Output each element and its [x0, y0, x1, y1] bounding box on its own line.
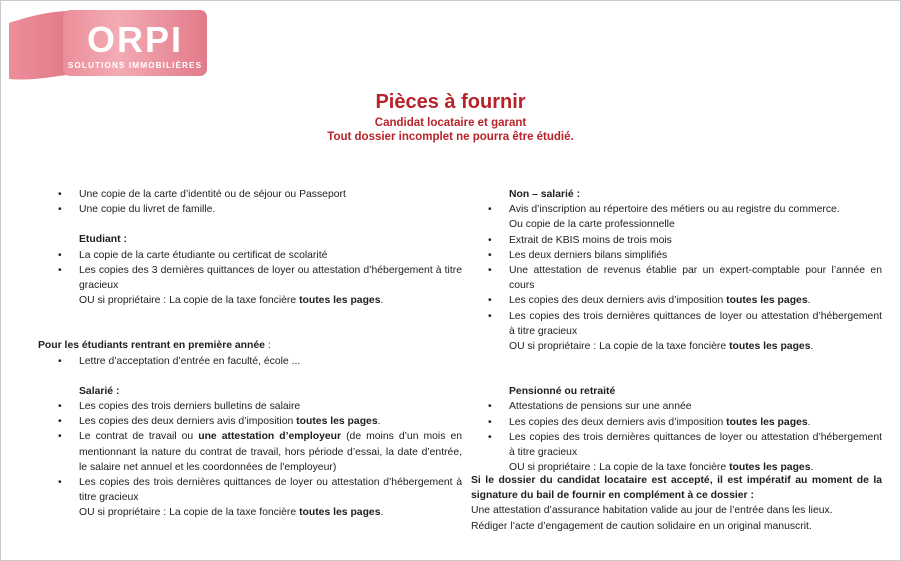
- bullet-icon: •: [488, 295, 492, 307]
- text-run: Les copies des deux derniers avis d’imposition: [79, 416, 297, 428]
- text-line: [471, 384, 882, 399]
- page-warning: Tout dossier incomplet ne pourra être étudié.: [327, 131, 574, 143]
- bullet-icon: •: [58, 416, 62, 428]
- page-title: Pièces à fournir: [375, 91, 526, 113]
- left-column: [38, 187, 462, 521]
- text-line: [38, 338, 462, 353]
- list-item: [471, 293, 882, 308]
- list-item: [38, 429, 462, 475]
- text-run: (de moins d’un mois en mentionnant la nature du contrat de travail, hors période d’essai, la date d’entrée, le salaire net annuel et les coordonnées de l'employeur): [79, 431, 463, 473]
- bullet-icon: •: [488, 204, 492, 216]
- closing-note: [471, 473, 882, 534]
- text-run: OU si propriétaire : La copie de la taxe foncière: [509, 341, 730, 353]
- text-run: Une attestation d’assurance habitation valide au jour de l’entrée dans les lieux.: [471, 505, 833, 517]
- bullet-icon: •: [488, 249, 492, 261]
- text-run: .: [810, 462, 814, 474]
- text-run: Ou copie de la carte professionnelle: [509, 219, 675, 231]
- text-line: [471, 339, 882, 354]
- emphasized-text: toutes les pages: [729, 462, 811, 474]
- text-run: Les copies des trois dernières quittances de loyer ou attestation d’hébergement à titre gracieux: [509, 310, 882, 337]
- text-line: [38, 293, 462, 308]
- text-run: Une copie de la carte d’identité ou de séjour ou Passeport: [79, 189, 346, 200]
- spacer: [471, 354, 882, 369]
- text-run: Une copie du livret de famille.: [79, 204, 216, 216]
- emphasized-text: toutes les pages: [296, 416, 378, 428]
- orpi-brand-text: ORPI: [86, 19, 184, 60]
- ribbon-tail: [9, 11, 67, 80]
- text-run: Extrait de KBIS moins de trois mois: [509, 234, 672, 246]
- emphasized-text: Pour les étudiants rentrant en première année: [38, 340, 265, 352]
- text-line: [471, 503, 882, 518]
- list-item: [38, 187, 462, 202]
- bullet-icon: •: [488, 310, 492, 322]
- text-line: [38, 505, 462, 520]
- bullet-icon: •: [58, 355, 62, 367]
- bullet-icon: •: [58, 401, 62, 413]
- text-run: .: [810, 341, 814, 353]
- text-run: .: [807, 295, 811, 307]
- text-run: .: [807, 416, 811, 428]
- text-line: [38, 232, 462, 247]
- list-item: [471, 309, 882, 339]
- list-item: [471, 233, 882, 248]
- spacer: [471, 369, 882, 384]
- list-item: [38, 354, 462, 369]
- bullet-icon: •: [58, 264, 62, 276]
- list-item: [471, 415, 882, 430]
- emphasized-text: Si le dossier du candidat locataire est accepté, il est impératif au moment de la signature du bail de fournir en complément à ce dossier :: [471, 475, 882, 502]
- text-run: Les copies des trois dernières quittances de loyer ou attestation d’hébergement à titre gracieux: [79, 477, 462, 504]
- page-subtitle: Candidat locataire et garant: [374, 117, 527, 129]
- bullet-icon: •: [488, 234, 492, 246]
- bullet-icon: •: [58, 431, 62, 443]
- list-item: [38, 202, 462, 217]
- bullet-icon: •: [58, 204, 62, 216]
- emphasized-text: toutes les pages: [729, 341, 811, 353]
- spacer: [38, 369, 462, 384]
- list-item: [38, 475, 462, 505]
- text-run: Les copies des deux derniers avis d’imposition: [509, 416, 727, 428]
- text-line: [471, 187, 882, 202]
- bullet-icon: •: [58, 477, 62, 489]
- spacer: [38, 308, 462, 323]
- text-run: OU si propriétaire : La copie de la taxe foncière: [509, 462, 730, 474]
- text-run: Une attestation de revenus établie par un expert-comptable pour l’année en cours: [509, 265, 882, 292]
- bullet-icon: •: [58, 249, 62, 261]
- bullet-icon: •: [58, 189, 62, 200]
- right-column: [471, 187, 882, 475]
- text-run: Rédiger l’acte d’engagement de caution solidaire en un original manuscrit.: [471, 520, 812, 532]
- text-line: [471, 217, 882, 232]
- emphasized-text: Non – salarié :: [509, 189, 581, 200]
- bullet-icon: •: [488, 401, 492, 413]
- orpi-logo: [9, 5, 207, 85]
- text-run: Lettre d’acceptation d’entrée en faculté, école ...: [79, 355, 301, 367]
- emphasized-text: toutes les pages: [299, 507, 381, 519]
- orpi-tagline-text: SOLUTIONS IMMOBILIÈRES: [67, 61, 203, 70]
- list-item: [38, 263, 462, 293]
- text-run: Les copies des 3 dernières quittances de loyer ou attestation d’hébergement à titre gracieux: [79, 264, 462, 292]
- text-run: La copie de la carte étudiante ou certificat de scolarité: [79, 249, 328, 261]
- emphasized-text: une attestation d’employeur: [198, 431, 342, 443]
- list-item: [471, 263, 882, 293]
- text-run: .: [380, 507, 384, 519]
- emphasized-text: toutes les pages: [726, 416, 808, 428]
- text-line: [471, 519, 882, 534]
- bullet-icon: •: [488, 431, 492, 443]
- text-run: Les copies des trois dernières quittances de loyer ou attestation d’hébergement à titre gracieux: [509, 431, 882, 459]
- bullet-icon: •: [488, 416, 492, 428]
- list-item: [471, 248, 882, 263]
- list-item: [471, 399, 882, 414]
- text-run: OU si propriétaire : La copie de la taxe foncière: [79, 295, 300, 307]
- text-run: :: [264, 340, 271, 352]
- spacer: [38, 217, 462, 232]
- text-run: OU si propriétaire : La copie de la taxe foncière: [79, 507, 300, 519]
- text-run: Attestations de pensions sur une année: [509, 401, 692, 413]
- list-item: [38, 399, 462, 414]
- list-item: [471, 430, 882, 460]
- list-item: [38, 248, 462, 263]
- emphasized-text: toutes les pages: [299, 295, 381, 307]
- text-run: .: [380, 295, 384, 307]
- emphasized-text: Pensionné ou retraité: [509, 386, 616, 398]
- emphasized-text: Salarié :: [79, 385, 120, 397]
- emphasized-text: Etudiant :: [79, 234, 127, 246]
- text-run: Les deux derniers bilans simplifiés: [509, 249, 668, 261]
- text-run: Les copies des trois derniers bulletins de salaire: [79, 401, 301, 413]
- text-line: [38, 384, 462, 399]
- list-item: [471, 202, 882, 217]
- text-line: [471, 473, 882, 503]
- spacer: [38, 323, 462, 338]
- text-run: Le contrat de travail ou: [79, 431, 199, 443]
- list-item: [38, 414, 462, 429]
- text-run: Avis d’inscription au répertoire des métiers ou au registre du commerce.: [509, 204, 840, 216]
- text-run: Les copies des deux derniers avis d’imposition: [509, 295, 727, 307]
- text-run: .: [377, 416, 381, 428]
- bullet-icon: •: [488, 265, 492, 277]
- emphasized-text: toutes les pages: [726, 295, 808, 307]
